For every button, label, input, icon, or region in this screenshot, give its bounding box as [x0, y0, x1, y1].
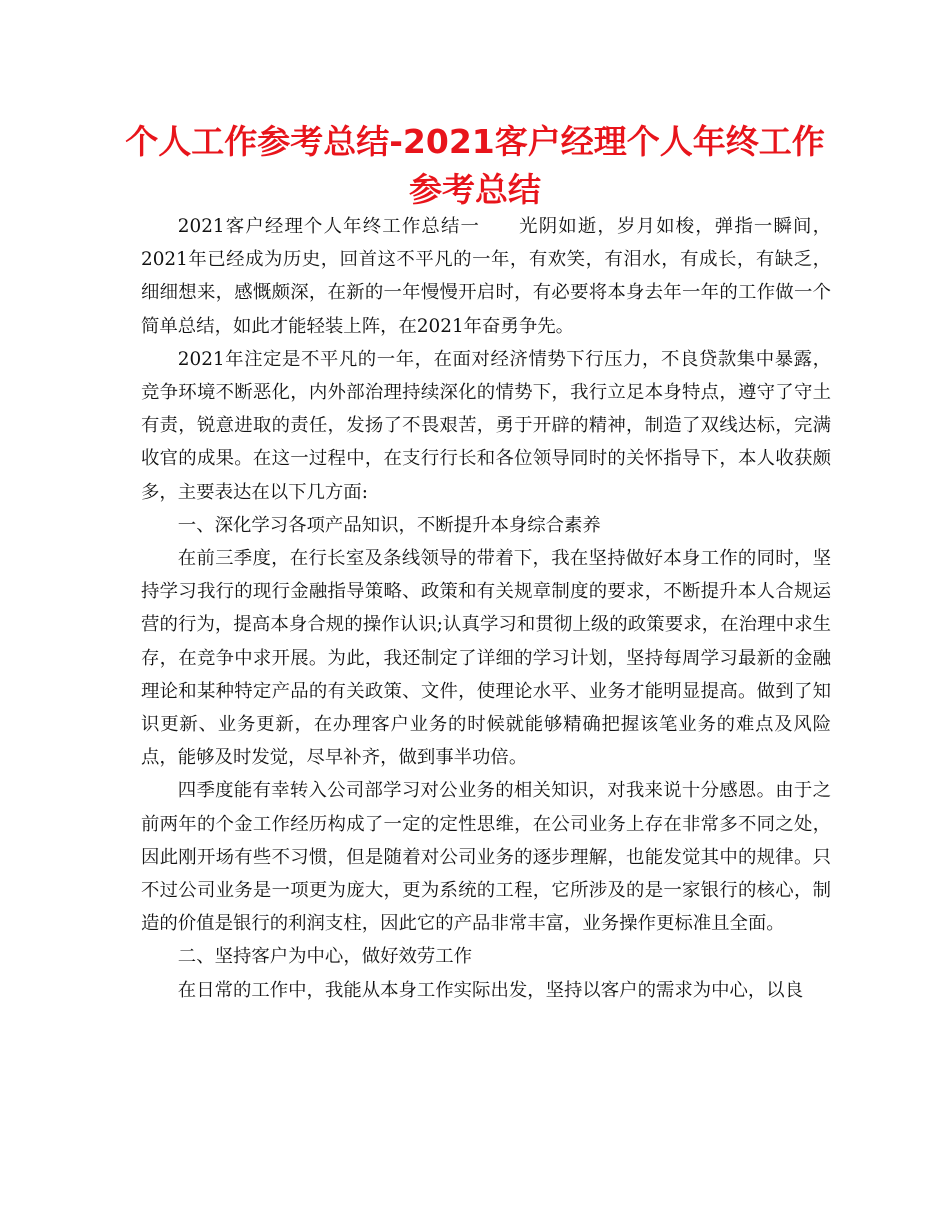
paragraph-corporate: 四季度能有幸转入公司部学习对公业务的相关知识，对我来说十分感恩。由于之前两年的个金工作经历构成了一定的定性思维，在公司业务上存在非常多不同之处，因此刚开场有些不习惯，但是随着对公司业务的逐步理解，也能发觉其中的规律。只不过公司业务是一项更为庞大，更为系统的工程，它所涉及的是一家银行的核心，制造的价值是银行的利润支柱，因此它的产品非常丰富，业务操作更标准且全面。 — [141, 780, 831, 935]
paragraph-study: 在前三季度，在行长室及条线领导的带着下，我在坚持做好本身工作的同时，坚持学习我行的现行金融指导策略、政策和有关规章制度的要求，不断提升本人合规运营的行为，提高本身合规的操作认识;认真学习和贯彻上级的政策要求，在治理中求生存，在竞争中求开展。为此，我还制定了详细的学习计划，坚持每周学习最新的金融理论和某种特定产品的有关政策、文件，使理论水平、业务才能明显提高。做到了知识更新、业务更新，在办理客户业务的时候就能够精确把握该笔业务的难点及风险点，能够及时发觉，尽早补齐，做到事半功倍。 — [141, 548, 831, 769]
document-body — [141, 210, 831, 1007]
section-heading-1: 一、深化学习各项产品知识，不断提升本身综合素养 — [177, 514, 601, 536]
document-title: 个人工作参考总结-2021客户经理个人年终工作参考总结 — [125, 122, 825, 209]
paragraph-intro: 2021客户经理个人年终工作总结一 光阴如逝，岁月如梭，弹指一瞬间，2021年已经成为历史，回首这不平凡的一年，有欢笑，有泪水，有成长，有缺乏，细细想来，感慨颇深，在新的一年慢慢开启时，有必要将本身去年一年的工作做一个简单总结，如此才能轻装上阵，在2021年奋勇争先。 — [141, 216, 831, 337]
paragraph-service: 在日常的工作中，我能从本身工作实际出发，坚持以客户的需求为中心，以良 — [177, 979, 804, 1001]
paragraph-year-review: 2021年注定是不平凡的一年，在面对经济情势下行压力，不良贷款集中暴露，竞争环境不断恶化，内外部治理持续深化的情势下，我行立足本身特点，遵守了守土有责，锐意进取的责任，发扬了不畏艰苦，勇于开辟的精神，制造了双线达标，完满收官的成果。在这一过程中，在支行行长和各位领导同时的关怀指导下，本人收获颇多，主要表达在以下几方面: — [141, 348, 831, 503]
section-heading-2: 二、坚持客户为中心，做好效劳工作 — [177, 946, 473, 968]
